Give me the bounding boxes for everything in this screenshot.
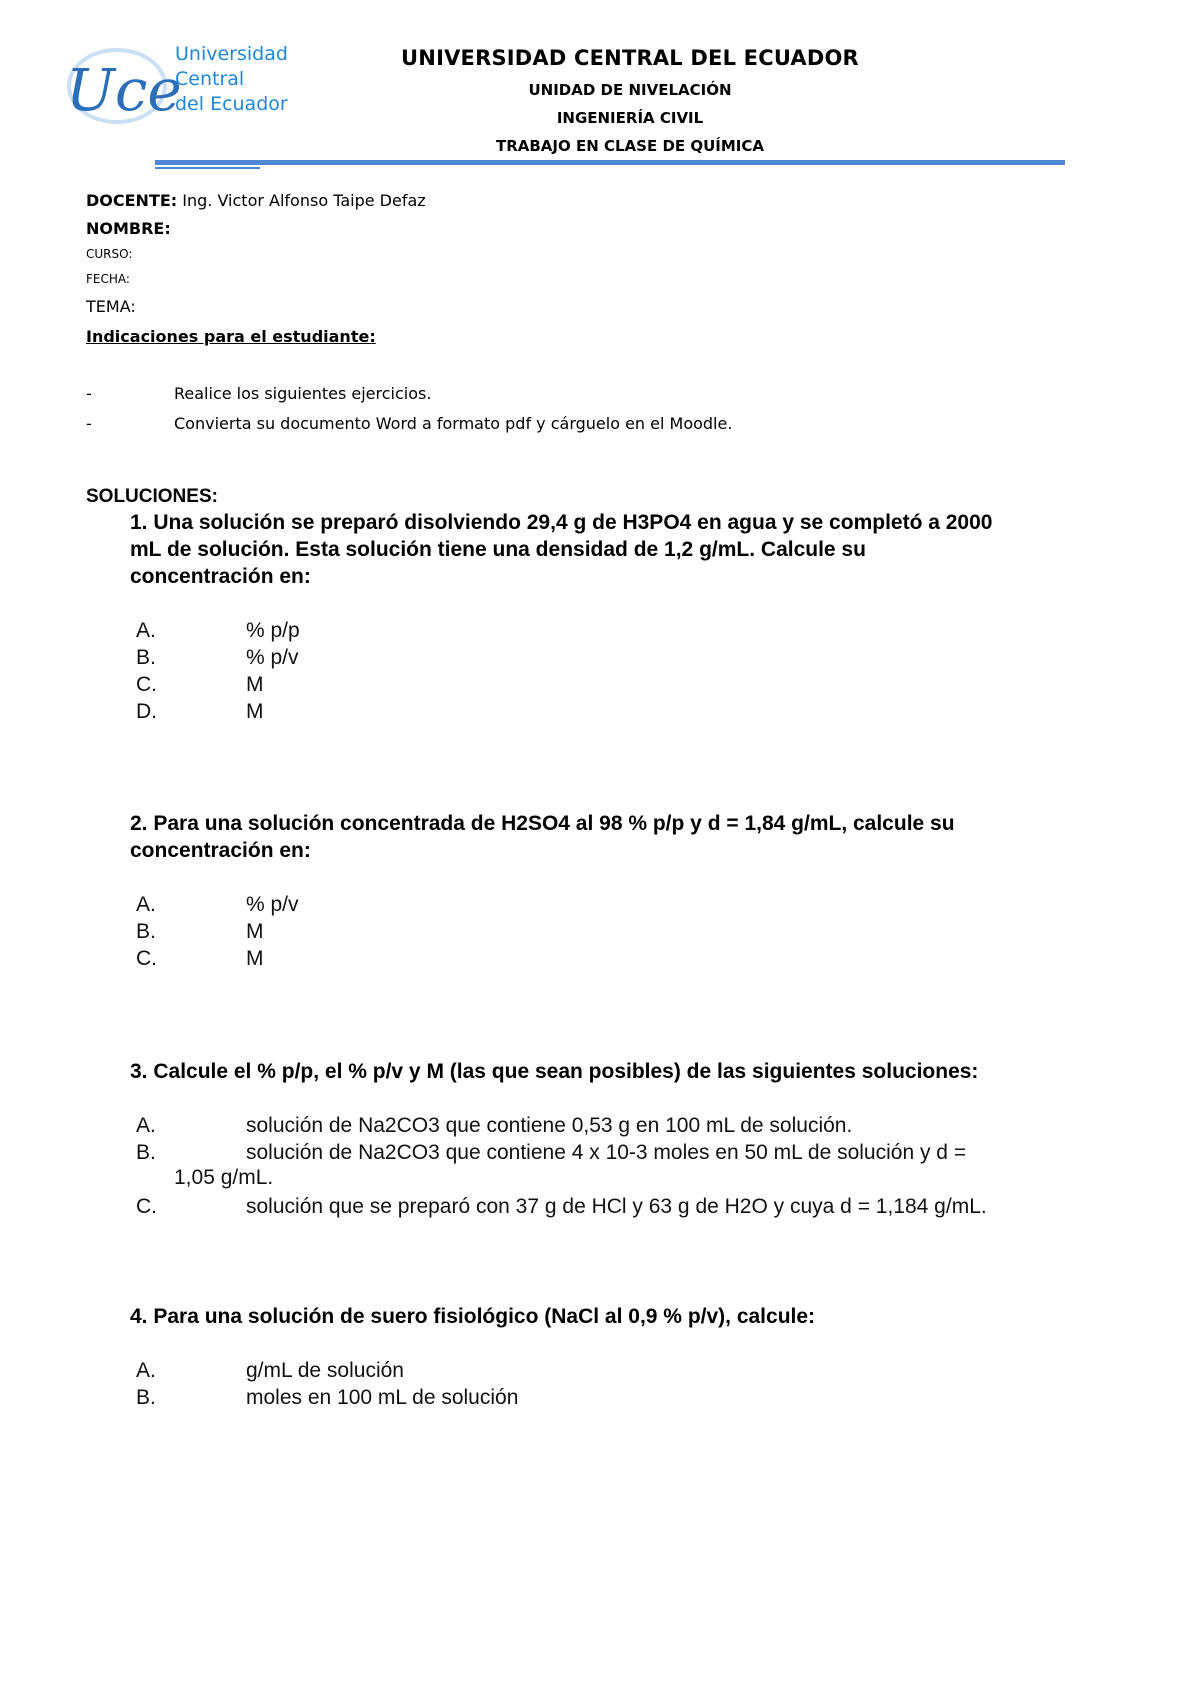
- logo-mark: Uce: [66, 56, 182, 124]
- soluciones-heading: SOLUCIONES:: [86, 486, 218, 507]
- option-letter: A.: [136, 1114, 156, 1137]
- option-text: M: [246, 920, 264, 943]
- option-letter: D.: [136, 700, 157, 723]
- option-text: M: [246, 700, 264, 723]
- option-text: % p/v: [246, 646, 299, 669]
- question-2: [130, 810, 1090, 864]
- question-1-line-1: 1. Una solución se preparó disolviendo 29,4 g de H3PO4 en agua y se completó a 2000: [130, 511, 993, 534]
- curso-label: CURSO:: [86, 247, 133, 261]
- bullet-text: Realice los siguientes ejercicios.: [174, 384, 432, 403]
- list-item: [86, 384, 431, 403]
- option-letter: B.: [136, 920, 156, 943]
- indicaciones-heading: Indicaciones para el estudiante:: [86, 327, 376, 346]
- university-title: UNIVERSIDAD CENTRAL DEL ECUADOR: [401, 46, 859, 70]
- curso-line: [86, 247, 132, 261]
- option-text: moles en 100 mL de solución: [246, 1386, 519, 1409]
- work-subtitle: TRABAJO EN CLASE DE QUÍMICA: [495, 137, 764, 155]
- option-text: solución de Na2CO3 que contiene 4 x 10-3 moles en 50 mL de solución y d =: [246, 1141, 967, 1164]
- option-text: M: [246, 673, 264, 696]
- indicaciones-line: [86, 327, 376, 346]
- option-item: [136, 644, 299, 671]
- question-3: [130, 1058, 1090, 1085]
- option-text: % p/v: [246, 893, 299, 916]
- option-item: [136, 1193, 987, 1220]
- option-letter: B.: [136, 646, 156, 669]
- option-item: [136, 1112, 852, 1139]
- question-1-line-3: concentración en:: [130, 565, 311, 588]
- tema-line: [86, 297, 136, 316]
- option-item: [136, 1139, 966, 1166]
- option-item: [136, 617, 300, 644]
- unit-subtitle: UNIDAD DE NIVELACIÓN: [528, 81, 732, 99]
- list-item: [86, 414, 732, 433]
- career-subtitle: INGENIERÍA CIVIL: [556, 109, 704, 127]
- option-letter: A.: [136, 1359, 156, 1382]
- option-wrap-text: 1,05 g/mL.: [174, 1166, 274, 1189]
- bullet-dash: -: [86, 384, 92, 403]
- header-divider: [155, 160, 1065, 165]
- option-text: solución que se preparó con 37 g de HCl y 63 g de H2O y cuya d = 1,184 g/mL.: [246, 1195, 987, 1218]
- question-1-line-2: mL de solución. Esta solución tiene una densidad de 1,2 g/mL. Calcule su: [130, 538, 866, 561]
- question-2-line-1: 2. Para una solución concentrada de H2SO4 al 98 % p/p y d = 1,84 g/mL, calcule su: [130, 812, 955, 835]
- option-text: solución de Na2CO3 que contiene 0,53 g en 100 mL de solución.: [246, 1114, 853, 1137]
- option-item: [136, 918, 264, 945]
- fecha-label: FECHA:: [86, 272, 130, 286]
- bullet-dash: -: [86, 414, 92, 433]
- nombre-label: NOMBRE:: [86, 219, 171, 238]
- option-item: [136, 698, 264, 725]
- option-text: M: [246, 947, 264, 970]
- question-2-line-2: concentración en:: [130, 839, 311, 862]
- option-item: [136, 1357, 404, 1384]
- docente-line: [86, 191, 426, 210]
- logo-line-2: Central: [175, 68, 245, 90]
- fecha-line: [86, 272, 130, 286]
- logo-wordmark: [175, 42, 288, 117]
- option-item: [136, 1384, 518, 1411]
- option-item: [136, 945, 264, 972]
- logo-line-1: Universidad: [175, 43, 288, 65]
- bullet-text: Convierta su documento Word a formato pdf y cárguelo en el Moodle.: [174, 414, 733, 433]
- question-1: [130, 509, 1090, 590]
- docente-value: Ing. Victor Alfonso Taipe Defaz: [177, 191, 426, 210]
- option-letter: C.: [136, 673, 157, 696]
- option-letter: A.: [136, 893, 156, 916]
- question-4-line-1: 4. Para una solución de suero fisiológico (NaCl al 0,9 % p/v), calcule:: [130, 1305, 816, 1328]
- option-letter: C.: [136, 1195, 157, 1218]
- logo-line-3: del Ecuador: [175, 93, 288, 115]
- header-divider-accent: [155, 167, 260, 169]
- question-4: [130, 1303, 1090, 1330]
- document-header: [300, 44, 960, 155]
- option-letter: C.: [136, 947, 157, 970]
- option-text: g/mL de solución: [246, 1359, 404, 1382]
- option-letter: B.: [136, 1386, 156, 1409]
- docente-label: DOCENTE:: [86, 191, 178, 210]
- option-item: [136, 891, 299, 918]
- nombre-line: [86, 219, 171, 238]
- tema-label: TEMA:: [86, 297, 136, 316]
- question-3-line-1: 3. Calcule el % p/p, el % p/v y M (las que sean posibles) de las siguientes soluciones:: [130, 1060, 979, 1083]
- option-letter: A.: [136, 619, 156, 642]
- option-text: % p/p: [246, 619, 300, 642]
- option-letter: B.: [136, 1141, 156, 1164]
- option-item: [136, 671, 264, 698]
